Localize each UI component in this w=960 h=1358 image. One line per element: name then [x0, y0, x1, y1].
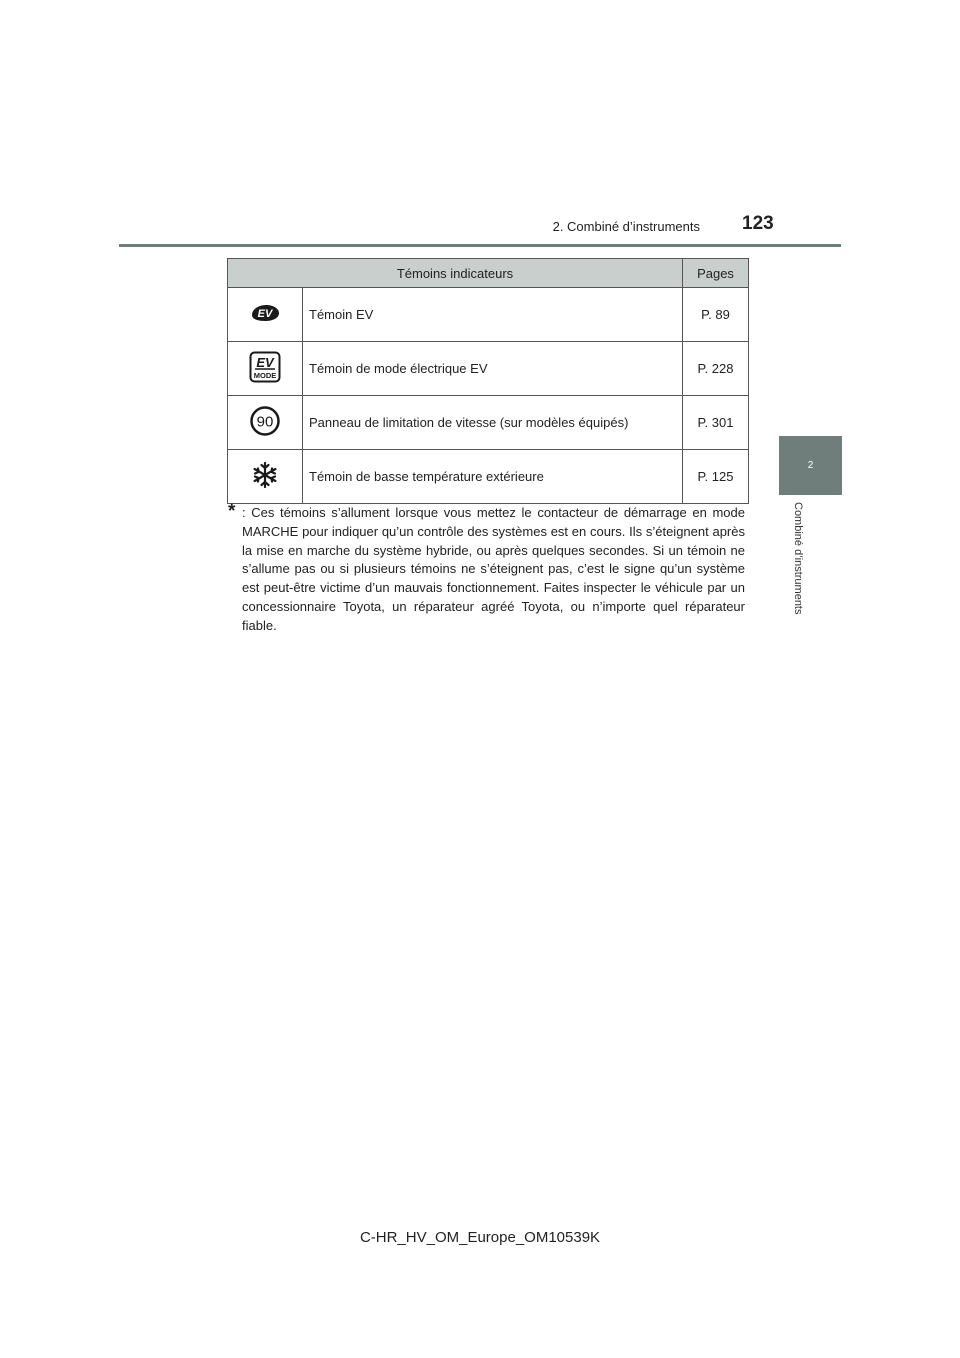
chapter-tab[interactable]	[779, 436, 842, 495]
table-row	[228, 288, 749, 342]
table-row	[228, 450, 749, 504]
svg-text:MODE: MODE	[253, 371, 277, 380]
page-number: 123	[742, 213, 774, 234]
page-reference[interactable]: P. 228	[683, 342, 749, 396]
chapter-number: 2	[807, 460, 814, 471]
table-row	[228, 342, 749, 396]
speed-limit-value: 90	[256, 413, 274, 431]
indicator-table	[227, 258, 749, 504]
indicator-description: Témoin de mode électrique EV	[303, 342, 683, 396]
page-reference[interactable]: P. 89	[683, 288, 749, 342]
indicator-description: Témoin EV	[303, 288, 683, 342]
col-header-indicators: Témoins indicateurs	[228, 259, 683, 288]
table-row	[228, 396, 749, 450]
table-header-row	[228, 259, 749, 288]
chapter-label: Combiné d’instruments	[792, 502, 804, 615]
footnote-text: : Ces témoins s’allument lorsque vous mettez le contacteur de démarrage en mode MARCHE pour indiquer qu’un contrôle des systèmes est en cours. Ils s’éteignent après la mise en marche du système hybride, ou après quelques secondes. Si un témoin ne s’allume pas ou si plusieurs témoins ne s’éteignent pas, c’est le signe qu’un système est peut-être victime d’un mauvais fonctionnement. Faites inspecter le véhicule par un concessionnaire Toyota, un réparateur agréé Toyota, ou n’importe quel réparateur fiable.	[242, 505, 745, 633]
footnote-marker: *	[228, 501, 236, 522]
speed-limit-sign-icon	[249, 405, 281, 440]
header-rule	[119, 244, 841, 247]
footnote	[228, 501, 745, 636]
indicator-description: Panneau de limitation de vitesse (sur modèles équipés)	[303, 396, 683, 450]
svg-text:EV: EV	[256, 355, 274, 370]
document-code: C-HR_HV_OM_Europe_OM10539K	[359, 1229, 601, 1246]
snowflake-icon	[251, 461, 279, 492]
indicator-description: Témoin de basse température extérieure	[303, 450, 683, 504]
section-title: 2. Combiné d’instruments	[552, 219, 700, 234]
col-header-pages: Pages	[683, 259, 749, 288]
page-reference[interactable]: P. 125	[683, 450, 749, 504]
svg-text:EV: EV	[257, 308, 273, 320]
page-reference[interactable]: P. 301	[683, 396, 749, 450]
ev-indicator-icon	[249, 302, 281, 327]
ev-mode-indicator-icon	[249, 351, 281, 386]
